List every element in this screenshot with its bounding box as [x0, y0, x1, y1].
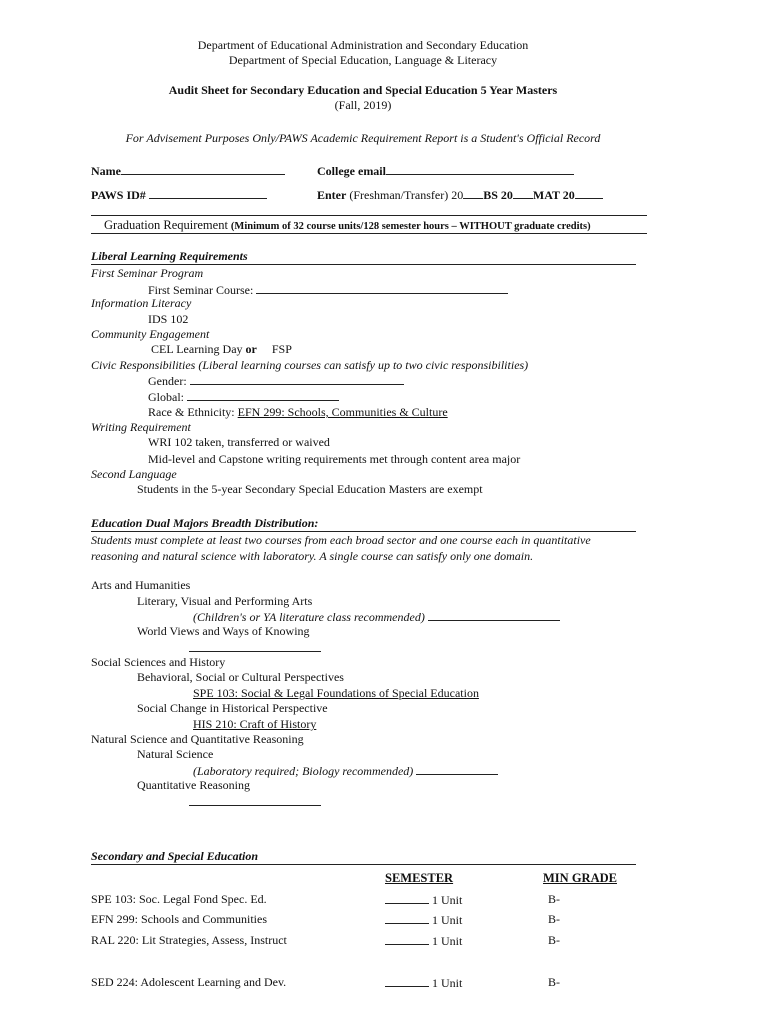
- arts-humanities: Arts and Humanities: [91, 578, 191, 592]
- breadth-rule: [91, 531, 636, 532]
- enter-hint: (Freshman/Transfer) 20: [349, 188, 464, 202]
- first-seminar-course-label: First Seminar Course:: [148, 283, 254, 297]
- natural-quantitative: Natural Science and Quantitative Reasoning: [91, 732, 304, 746]
- min-grade: B-: [548, 933, 560, 947]
- lab-science-blank[interactable]: [416, 763, 498, 775]
- mat-label: MAT 20: [532, 188, 575, 202]
- or-word: or: [245, 342, 257, 356]
- min-grade: B-: [548, 975, 560, 989]
- name-field[interactable]: [91, 163, 285, 179]
- spe-103-course: SPE 103: Social & Legal Foundations of Special Education: [193, 686, 479, 700]
- course-units: 1 Unit: [432, 976, 463, 990]
- course-units: 1 Unit: [432, 893, 463, 907]
- first-seminar-course-field[interactable]: [148, 282, 508, 298]
- graduation-top-rule: [91, 215, 647, 216]
- advisement-note: For Advisement Purposes Only/PAWS Academic Requirement Report is a Student's Official Record: [125, 131, 601, 145]
- sec-special-heading: Secondary and Special Education: [91, 849, 259, 863]
- gender-blank[interactable]: [190, 373, 404, 385]
- name-label: Name: [91, 164, 121, 178]
- enter-field[interactable]: [317, 187, 603, 203]
- min-grade: B-: [548, 912, 560, 926]
- childrens-lit-field[interactable]: [193, 609, 560, 625]
- department-line-1: Department of Educational Administration and Secondary Education: [197, 38, 529, 52]
- sec-special-rule: [91, 864, 636, 865]
- race-label: Race & Ethnicity:: [148, 405, 235, 419]
- name-blank[interactable]: [121, 163, 285, 175]
- literary-visual-arts: Literary, Visual and Performing Arts: [137, 594, 313, 608]
- document-title: Audit Sheet for Secondary Education and Special Education 5 Year Masters: [168, 83, 558, 97]
- course-name: SED 224: Adolescent Learning and Dev.: [91, 975, 287, 989]
- department-line-2: Department of Special Education, Language & Literacy: [228, 53, 498, 67]
- liberal-learning-heading: Liberal Learning Requirements: [91, 249, 248, 263]
- social-change: Social Change in Historical Perspective: [137, 701, 328, 715]
- liberal-learning-rule: [91, 264, 636, 265]
- cel-options: [151, 342, 292, 357]
- race-ethnicity: [148, 405, 448, 420]
- college-email-blank[interactable]: [386, 163, 574, 175]
- first-seminar-course-blank[interactable]: [256, 282, 508, 294]
- college-email-label: College email: [317, 164, 386, 178]
- semester-field[interactable]: [385, 933, 462, 949]
- paws-id-blank[interactable]: [149, 187, 267, 199]
- course-name: EFN 299: Schools and Communities: [91, 912, 268, 926]
- quantitative-reasoning: Quantitative Reasoning: [137, 778, 250, 792]
- community-engagement: Community Engagement: [91, 327, 210, 341]
- graduation-requirement: [104, 218, 591, 234]
- bs-year-blank[interactable]: [513, 187, 533, 199]
- semester-blank[interactable]: [385, 912, 429, 924]
- mat-year-blank[interactable]: [575, 187, 603, 199]
- graduation-bottom-rule: [91, 233, 647, 234]
- graduation-detail: (Minimum of 32 course units/128 semester hours – WITHOUT graduate credits): [230, 221, 591, 232]
- semester-blank[interactable]: [385, 933, 429, 945]
- lab-science-field[interactable]: [193, 763, 498, 779]
- college-email-field[interactable]: [317, 163, 574, 179]
- course-units: 1 Unit: [432, 934, 463, 948]
- behavioral-perspectives: Behavioral, Social or Cultural Perspectives: [137, 670, 344, 684]
- second-language: Second Language: [91, 467, 177, 481]
- childrens-lit-blank[interactable]: [428, 609, 560, 621]
- global-blank[interactable]: [187, 389, 339, 401]
- world-views-blank[interactable]: [189, 640, 321, 652]
- race-course: EFN 299: Schools, Communities & Culture: [237, 405, 448, 419]
- bs-label: BS 20: [483, 188, 513, 202]
- breadth-note-2: reasoning and natural science with laboratory. A single course can satisfy only one domain.: [91, 549, 534, 563]
- world-views-field[interactable]: [189, 640, 321, 656]
- lab-science-note: (Laboratory required; Biology recommended): [193, 764, 414, 778]
- breadth-note-1: Students must complete at least two courses from each broad sector and one course each in quantitative: [91, 533, 591, 547]
- first-seminar-program: First Seminar Program: [91, 266, 204, 280]
- course-units: 1 Unit: [432, 913, 463, 927]
- civic-responsibilities: Civic Responsibilities (Liberal learning courses can satisfy up to two civic responsibilities): [91, 358, 529, 372]
- enter-year-blank[interactable]: [463, 187, 483, 199]
- cel-learning-day: CEL Learning Day: [151, 342, 243, 356]
- gender-label: Gender:: [148, 374, 187, 388]
- information-literacy: Information Literacy: [91, 296, 192, 310]
- global-label: Global:: [148, 390, 184, 404]
- semester-field[interactable]: [385, 912, 462, 928]
- course-name: SPE 103: Soc. Legal Fond Spec. Ed.: [91, 892, 267, 906]
- social-sciences-history: Social Sciences and History: [91, 655, 226, 669]
- wri-102: WRI 102 taken, transferred or waived: [148, 435, 330, 449]
- fsp: FSP: [271, 342, 292, 356]
- quantitative-blank[interactable]: [189, 794, 321, 806]
- semester-header: SEMESTER: [385, 871, 454, 885]
- semester-field[interactable]: [385, 975, 462, 991]
- childrens-lit-note: (Children's or YA literature class recommended): [193, 610, 425, 624]
- paws-id-field[interactable]: [91, 187, 267, 203]
- language-exempt: Students in the 5-year Secondary Special Education Masters are exempt: [137, 482, 483, 496]
- enter-label: Enter: [317, 188, 347, 202]
- course-name: RAL 220: Lit Strategies, Assess, Instruct: [91, 933, 287, 947]
- semester-blank[interactable]: [385, 892, 429, 904]
- paws-id-label: PAWS ID#: [91, 188, 146, 202]
- mid-level-writing: Mid-level and Capstone writing requirements met through content area major: [148, 452, 521, 466]
- semester-blank[interactable]: [385, 975, 429, 987]
- min-grade: B-: [548, 892, 560, 906]
- his-210-course: HIS 210: Craft of History: [193, 717, 317, 731]
- gender-field[interactable]: [148, 373, 404, 389]
- semester-field[interactable]: [385, 892, 462, 908]
- min-grade-header: MIN GRADE: [543, 871, 617, 885]
- ids-102: IDS 102: [148, 312, 189, 326]
- quantitative-field[interactable]: [189, 794, 321, 810]
- global-field[interactable]: [148, 389, 339, 405]
- term: (Fall, 2019): [334, 98, 392, 112]
- world-views: World Views and Ways of Knowing: [137, 624, 310, 638]
- natural-science: Natural Science: [137, 747, 214, 761]
- breadth-heading: Education Dual Majors Breadth Distribution:: [91, 516, 319, 530]
- writing-requirement: Writing Requirement: [91, 420, 191, 434]
- graduation-label: Graduation Requirement: [104, 218, 228, 232]
